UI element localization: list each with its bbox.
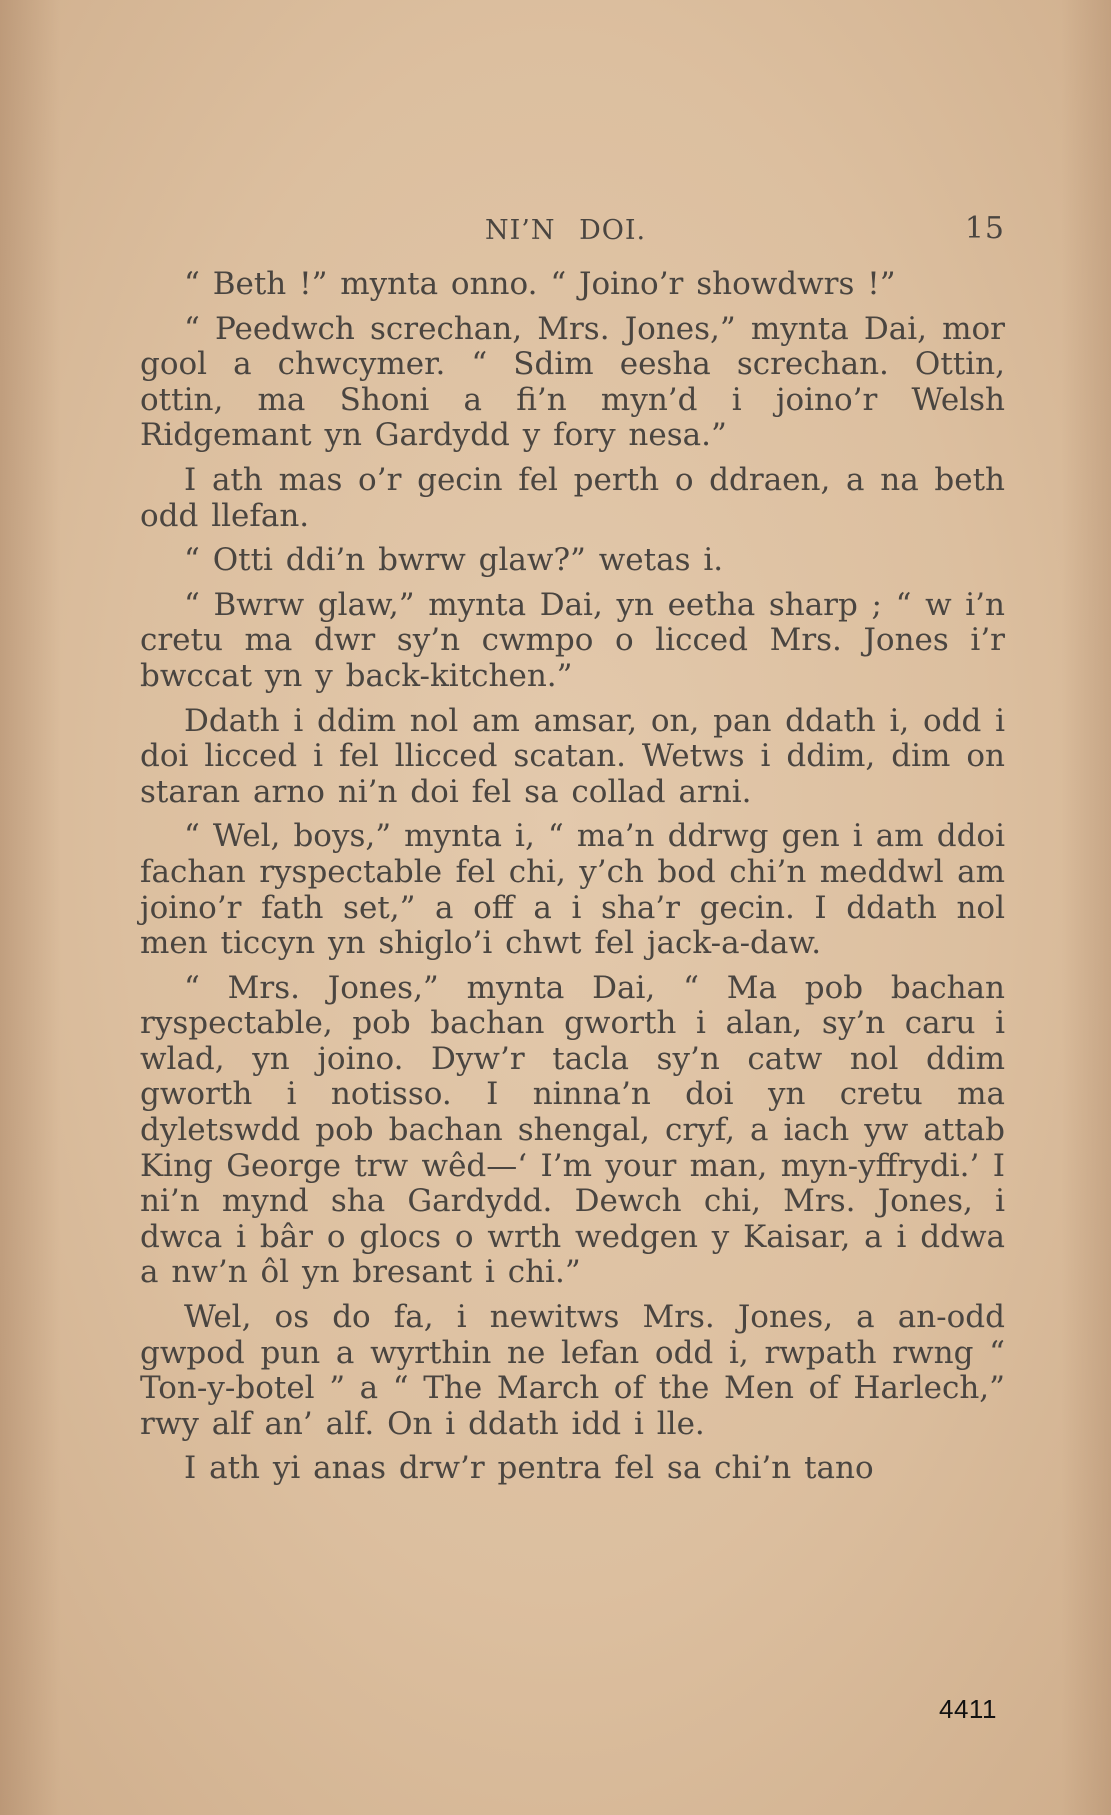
paragraph: “ Wel, boys,” mynta i, “ ma’n ddrwg gen i am ddoi fachan ryspectable fel chi, y’ch bod chi’n meddwl am joino’r fath set,” a off a i sha’r gecin. I ddath nol men ticcyn yn shiglo’i chwt fel jack-a-daw. — [140, 818, 1005, 962]
book-page — [140, 205, 1005, 1496]
running-head — [140, 205, 1005, 249]
paragraph: Wel, os do fa, i newitws Mrs. Jones, a an-odd gwpod pun a wyrthin ne lefan odd i, rwpath rwng “ Ton-y-botel ” a “ The March of the Men of Harlech,” rwy alf an’ alf. On i ddath idd i lle. — [140, 1299, 1005, 1442]
paragraph: I ath yi anas drw’r pentra fel sa chi’n tano — [184, 1450, 874, 1487]
page-shadow-left — [0, 0, 60, 1815]
page-number: 15 — [964, 211, 1005, 246]
paragraph: “ Peedwch screchan, Mrs. Jones,” mynta Dai, mor gool a chwcymer. “ Sdim eesha screchan. Ottin, ottin, ma Shoni a fi’n myn’d i joino’r Welsh Ridgemant yn Gardydd y fory nesa.” — [140, 310, 1005, 454]
paragraph: “ Otti ddi’n bwrw glaw?” wetas i. — [184, 542, 724, 579]
paragraph: Ddath i ddim nol am amsar, on, pan ddath i, odd i doi licced i fel llicced scatan. Wetws i ddim, dim on staran arno ni’n doi fel sa collad arni. — [140, 702, 1005, 810]
page-shadow-right — [1061, 0, 1111, 1815]
paragraph: I ath mas o’r gecin fel perth o ddraen, a na beth odd llefan. — [140, 461, 1005, 534]
library-mark: 4411 — [939, 1694, 997, 1724]
body-text — [140, 267, 1005, 1487]
running-title: NI’N DOI. — [485, 215, 647, 246]
paragraph: “ Mrs. Jones,” mynta Dai, “ Ma pob bachan ryspectable, pob bachan gworth i alan, sy’n caru i wlad, yn joino. Dyw’r tacla sy’n catw nol ddim gworth i notisso. I ninna’n doi yn cretu ma dyletswdd pob bachan shengal, cryf, a iach yw attab King George trw wêd—‘ I’m your man, myn-yffrydi.’ I ni’n mynd sha Gardydd. Dewch chi, Mrs. Jones, i dwca i bâr o glocs o wrth wedgen y Kaisar, a i ddwa a nw’n ôl yn bresant i chi.” — [140, 969, 1005, 1291]
paragraph: “ Beth !” mynta onno. “ Joino’r showdwrs !” — [184, 266, 896, 302]
paragraph: “ Bwrw glaw,” mynta Dai, yn eetha sharp ; “ w i’n cretu ma dwr sy’n cwmpo o licced Mrs. Jones i’r bwccat yn y back-kitchen.” — [140, 586, 1005, 694]
